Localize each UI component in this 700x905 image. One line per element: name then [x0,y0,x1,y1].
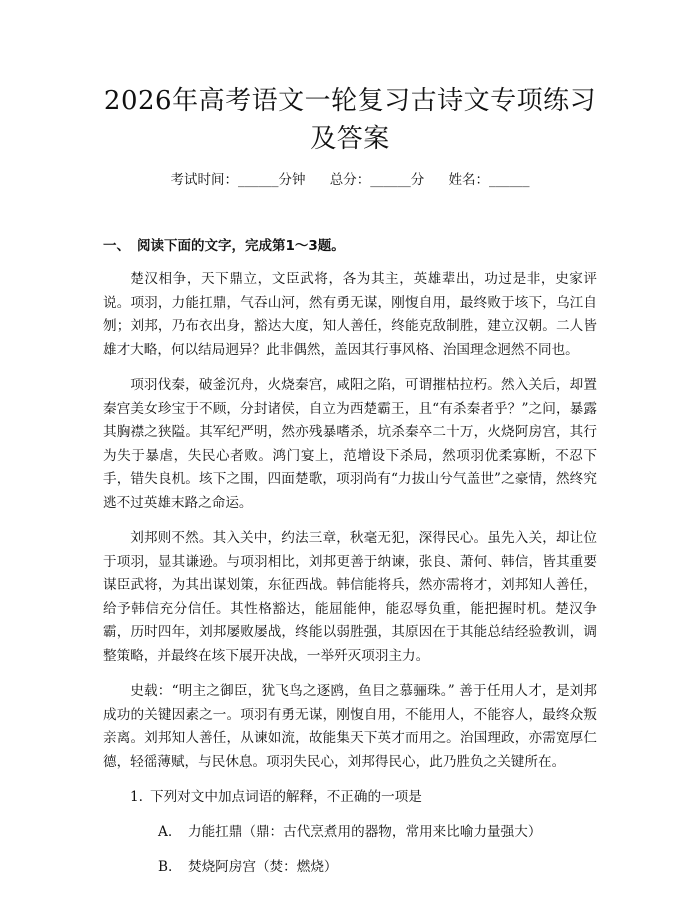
exam-time-field: 考试时间：______分钟 [170,172,306,188]
passage-paragraph-3: 刘邦则不然。其入关中，约法三章，秋毫无犯，深得民心。虽先入关，却让位于项羽，显其谦逊。与项羽相比，刘邦更善于纳谏，张良、萧何、韩信，皆其重要谋臣武将，为其出谋划策，东征西战。韩信能将兵，然亦需将才，刘邦知人善任，给予韩信充分信任。其性格豁达，能屈能伸，能忍辱负重，能把握时机。楚汉争霸，历时四年，刘邦屡败屡战，终能以弱胜强，其原因在于其能总结经验教训，调整策略，并最终在垓下展开决战，一举歼灭项羽主力。 [103,530,597,664]
option-b [103,856,597,878]
option-a [103,821,597,843]
section-number: 一、 [103,238,130,254]
option-letter: B. [158,859,173,875]
passage-paragraph-1: 楚汉相争，天下鼎立，文臣武将，各为其主，英雄辈出，功过是非，史家评说。项羽，力能扛鼎，气吞山河，然有勇无谋，刚愎自用，最终败于垓下，乌江自刎；刘邦，乃布衣出身，豁达大度，知人善任，终能克敌制胜，建立汉朝。二人皆雄才大略，何以结局迥异？此非偶然，盖因其行事风格、治国理念迥然不同也。 [103,271,597,358]
question-1 [103,786,597,808]
document-title: 2026年高考语文一轮复习古诗文专项练习及答案 [103,86,597,154]
total-score-field: 总分：______分 [329,172,425,188]
section-heading [103,236,597,256]
exam-info [103,170,597,190]
student-name-field: 姓名：______ [448,172,530,188]
question-number: 1. [130,789,143,805]
question-text: 下列对文中加点词语的解释，不正确的一项是 [150,789,422,805]
option-letter: A. [158,824,173,840]
passage-paragraph-4: 史载：“明主之御臣，犹飞鸟之逐鸥，鱼目之慕骊珠。” 善于任用人才，是刘邦成功的关键因素之一。项羽有勇无谋，刚愎自用，不能用人，不能容人，最终众叛亲离。刘邦知人善任，从谏如流，故能集天下英才而用之。治国理政，亦需宽厚仁德，轻徭薄赋，与民休息。项羽失民心，刘邦得民心，此乃胜负之关键所在。 [103,683,597,770]
passage-paragraph-2: 项羽伐秦，破釜沉舟，火烧秦宫，咸阳之陷，可谓摧枯拉朽。然入关后，却置秦宫美女珍宝于不顾，分封诸侯，自立为西楚霸王，且“有杀秦者乎？”之问，暴露其胸襟之狭隘。其军纪严明，然亦残暴嗜杀，坑杀秦卒二十万，火烧阿房宫，其行为失于暴虐，失民心者败。鸿门宴上，范增设下杀局，然项羽优柔寡断，不忍下手，错失良机。垓下之围，四面楚歌，项羽尚有“力拔山兮气盖世”之豪情，然终究逃不过英雄末路之命运。 [103,377,597,511]
option-text: 焚烧阿房宫（焚：燃烧） [188,859,338,875]
section-instruction: 阅读下面的文字，完成第1～3题。 [137,238,345,254]
option-text: 力能扛鼎（鼎：古代烹煮用的器物，常用来比喻力量强大） [188,824,542,840]
